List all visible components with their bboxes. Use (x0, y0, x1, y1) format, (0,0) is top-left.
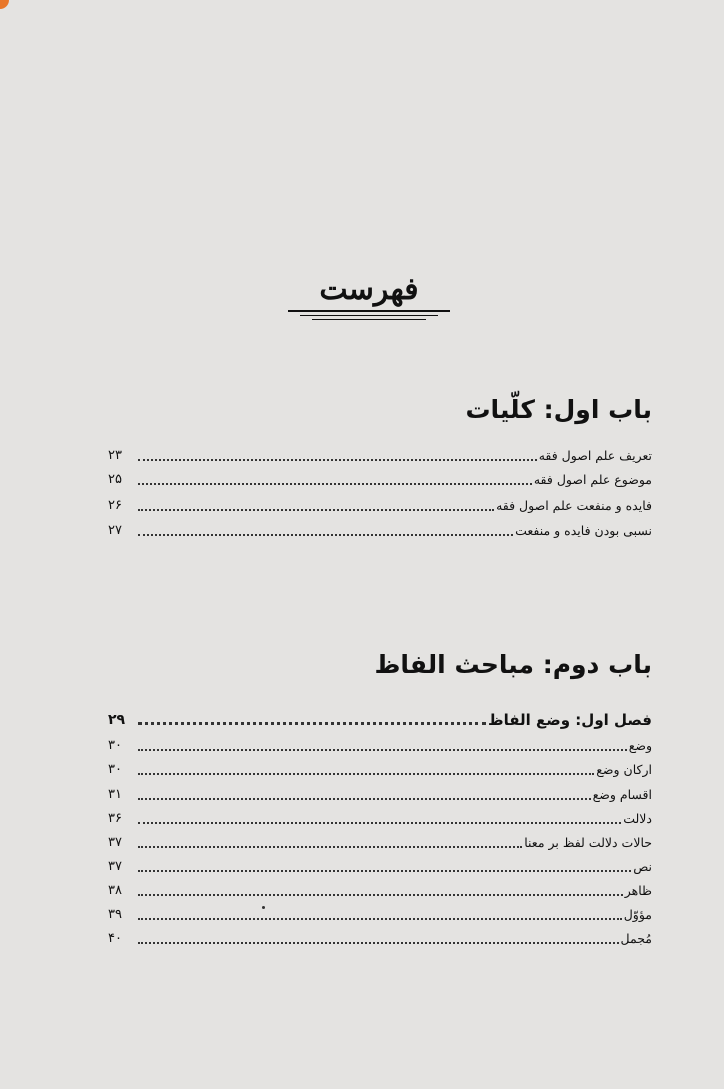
title-underline-top (288, 310, 450, 312)
toc-page-number: ۲۷ (108, 523, 122, 538)
dot-leader (138, 894, 623, 896)
dot-leader (138, 749, 627, 751)
toc-entry[interactable] (108, 782, 652, 804)
dot-leader (138, 798, 591, 800)
toc-entry-title: دلالت (623, 811, 652, 826)
chapter-2-heading: باب دوم: مباحث الفاظ (374, 650, 652, 679)
dot-leader (138, 846, 522, 848)
toc-page-number: ۳۰ (108, 762, 122, 777)
toc-page-number: ۳۹ (108, 907, 122, 922)
toc-entry-title: تعریف علم اصول فقه (538, 448, 652, 463)
paper-speck (262, 906, 265, 909)
toc-section-title: فصل اول: وضع الفاظ (488, 711, 652, 729)
title-underline-bottom (312, 319, 426, 320)
dot-leader (138, 942, 619, 944)
toc-entry[interactable] (108, 902, 652, 924)
dot-leader (138, 773, 594, 775)
dot-leader (138, 918, 622, 920)
title-underline-middle (300, 315, 438, 316)
toc-entry[interactable] (108, 806, 652, 828)
toc-entry-title: موضوع علم اصول فقه (533, 472, 652, 487)
dot-leader (138, 534, 513, 536)
page-title: فهرست (319, 272, 419, 307)
toc-page-number: ۴۰ (108, 931, 122, 946)
dot-leader (138, 722, 486, 725)
toc-entry[interactable] (108, 757, 652, 779)
dot-leader (138, 483, 532, 485)
toc-page-number: ۲۵ (108, 472, 122, 487)
toc-page-number: ۲۶ (108, 498, 122, 513)
dot-leader (138, 459, 537, 461)
toc-entry-title: مؤوّل (623, 907, 652, 922)
toc-entry[interactable] (108, 518, 652, 540)
toc-entry[interactable] (108, 443, 652, 465)
dot-leader (138, 870, 631, 872)
toc-entry[interactable] (108, 733, 652, 755)
toc-section-entry[interactable] (108, 705, 652, 729)
toc-page-number: ۲۹ (108, 712, 126, 728)
toc-entry-title: نسبی بودن فایده و منفعت (515, 523, 652, 538)
toc-entry-title: ظاهر (624, 883, 652, 898)
toc-entry[interactable] (108, 467, 652, 489)
toc-entry[interactable] (108, 830, 652, 852)
toc-page-number: ۳۷ (108, 835, 122, 850)
toc-entry[interactable] (108, 493, 652, 515)
toc-entry-title: اقسام وضع (592, 787, 652, 802)
toc-entry-title: حالات دلالت لفظ بر معنا (524, 835, 652, 850)
toc-page-number: ۳۶ (108, 811, 122, 826)
chapter-1-heading: باب اول: کلّیات (465, 395, 652, 424)
toc-page-number: ۲۳ (108, 448, 122, 463)
toc-page-number: ۳۱ (108, 787, 122, 802)
toc-entry-title: فایده و منفعت علم اصول فقه (496, 498, 652, 513)
toc-page-number: ۳۷ (108, 859, 122, 874)
toc-entry[interactable] (108, 854, 652, 876)
dot-leader (138, 509, 494, 511)
dot-leader (138, 822, 621, 824)
toc-entry-title: مُجمل (620, 931, 652, 946)
toc-entry-title: وضع (628, 738, 652, 753)
corner-tab-mark (0, 0, 9, 9)
toc-entry[interactable] (108, 926, 652, 948)
toc-page-number: ۳۸ (108, 883, 122, 898)
toc-entry[interactable] (108, 878, 652, 900)
toc-page-number: ۳۰ (108, 738, 122, 753)
toc-entry-title: ارکان وضع (596, 762, 652, 777)
toc-entry-title: نص (633, 859, 652, 874)
